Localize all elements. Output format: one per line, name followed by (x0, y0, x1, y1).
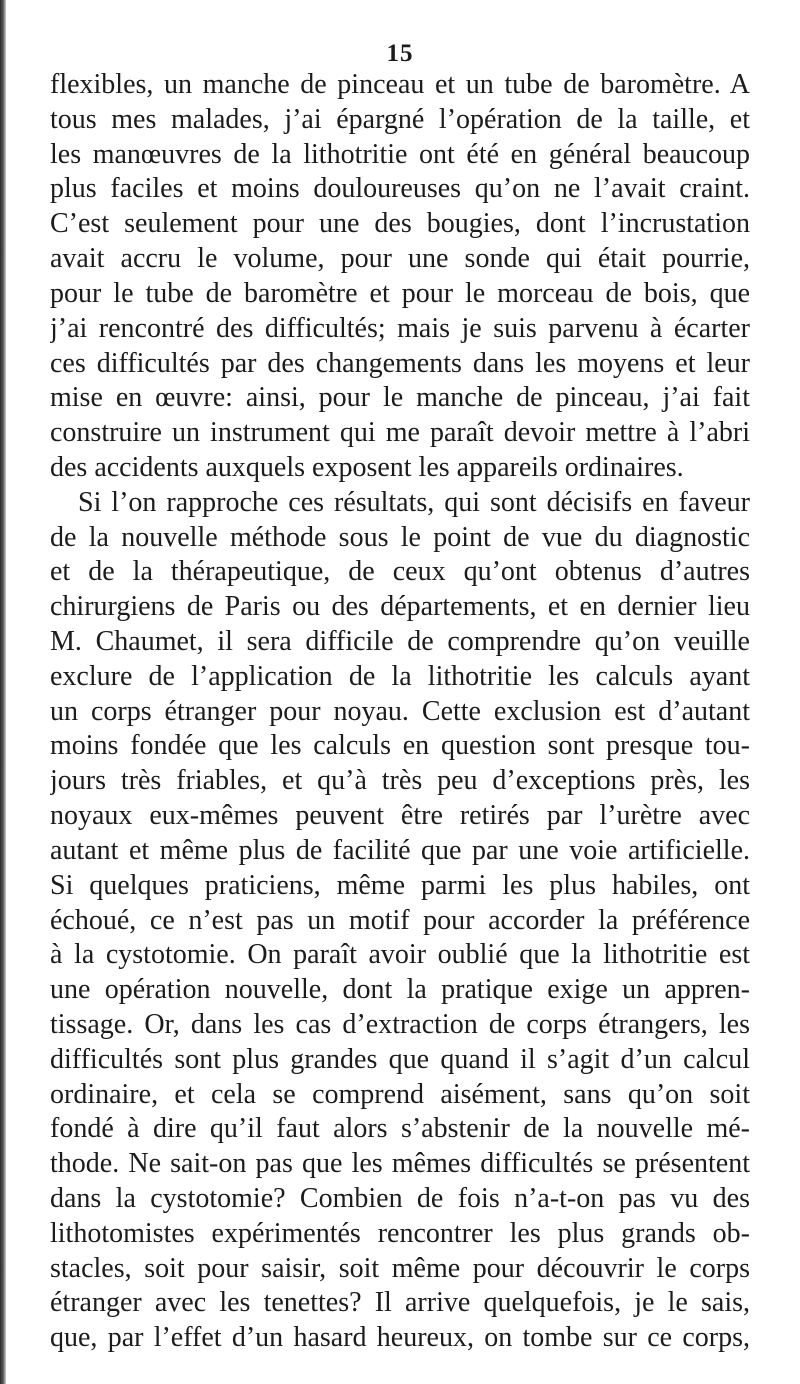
text-line: thode. Ne sait-on pas que les mêmes difficultés se présentent (50, 1148, 750, 1180)
text-line: difficultés sont plus grandes que quand il s’agit d’un calcul (50, 1043, 750, 1075)
text-line: étranger avec les tenettes? Il arrive quelquefois, je le sais, (50, 1287, 750, 1319)
text-line: lithotomistes expérimentés rencontrer les plus grands ob- (50, 1217, 750, 1249)
text-line: ces difficultés par des changements dans les moyens et leur (50, 347, 750, 379)
text-line: Si quelques praticiens, même parmi les plus habiles, ont (50, 869, 750, 901)
text-line: des accidents auxquels exposent les appareils ordinaires. (50, 451, 684, 483)
text-line: fondé à dire qu’il faut alors s’abstenir de la nouvelle mé- (50, 1113, 750, 1145)
book-spine-edge (0, 0, 6, 1384)
text-line: que, par l’effet d’un hasard heureux, on tombe sur ce corps, (50, 1322, 750, 1354)
text-line: avait accru le volume, pour une sonde qui était pourrie, (50, 243, 750, 275)
text-line: construire un instrument qui me paraît devoir mettre à l’abri (50, 417, 750, 449)
body-text (50, 68, 750, 1356)
text-line: pour le tube de baromètre et pour le morceau de bois, que (50, 277, 750, 309)
text-line: tous mes malades, j’ai épargné l’opération de la taille, et (50, 103, 750, 135)
text-line: exclure de l’application de la lithotritie les calculs ayant (50, 660, 750, 692)
book-page (50, 0, 750, 1384)
text-line: autant et même plus de facilité que par une voie artificielle. (50, 834, 750, 866)
text-line: ordinaire, et cela se comprend aisément, sans qu’on soit (50, 1078, 750, 1110)
text-line: stacles, soit pour saisir, soit même pour découvrir le corps (50, 1252, 750, 1284)
page-number: 15 (386, 40, 414, 67)
text-line: chirurgiens de Paris ou des départements, et en dernier lieu (50, 591, 750, 623)
text-line: à la cystotomie. On paraît avoir oublié que la lithotritie est (50, 939, 750, 971)
text-line: flexibles, un manche de pinceau et un tube de baromètre. A (50, 69, 750, 100)
text-line: tissage. Or, dans les cas d’extraction de corps étrangers, les (50, 1008, 750, 1040)
paragraph-start-line: Si l’on rapproche ces résultats, qui sont décisifs en faveur (78, 486, 750, 518)
text-line: noyaux eux-mêmes peuvent être retirés par l’urètre avec (50, 800, 750, 832)
text-line: moins fondée que les calculs en question sont presque tou- (50, 730, 750, 762)
text-line: une opération nouvelle, dont la pratique exige un appren- (50, 974, 750, 1006)
text-line: et de la thérapeutique, de ceux qu’ont obtenus d’autres (50, 556, 750, 588)
text-line: dans la cystotomie? Combien de fois n’a-t-on pas vu des (50, 1183, 750, 1214)
text-line: mise en œuvre: ainsi, pour le manche de pinceau, j’ai fait (50, 382, 750, 414)
text-line: échoué, ce n’est pas un motif pour accorder la préférence (50, 904, 750, 936)
text-line: jours très friables, et qu’à très peu d’exceptions près, les (50, 765, 750, 797)
text-line: plus faciles et moins douloureuses qu’on ne l’avait craint. (50, 173, 750, 205)
text-line: j’ai rencontré des difficultés; mais je suis parvenu à écarter (50, 312, 750, 344)
text-line: un corps étranger pour noyau. Cette exclusion est d’autant (50, 695, 750, 727)
text-line: M. Chaumet, il sera difficile de comprendre qu’on veuille (50, 626, 750, 657)
text-line: les manœuvres de la lithotritie ont été en général beaucoup (50, 138, 750, 170)
text-line: C’est seulement pour une des bougies, dont l’incrustation (50, 208, 750, 240)
text-line: de la nouvelle méthode sous le point de vue du diagnostic (50, 521, 750, 553)
